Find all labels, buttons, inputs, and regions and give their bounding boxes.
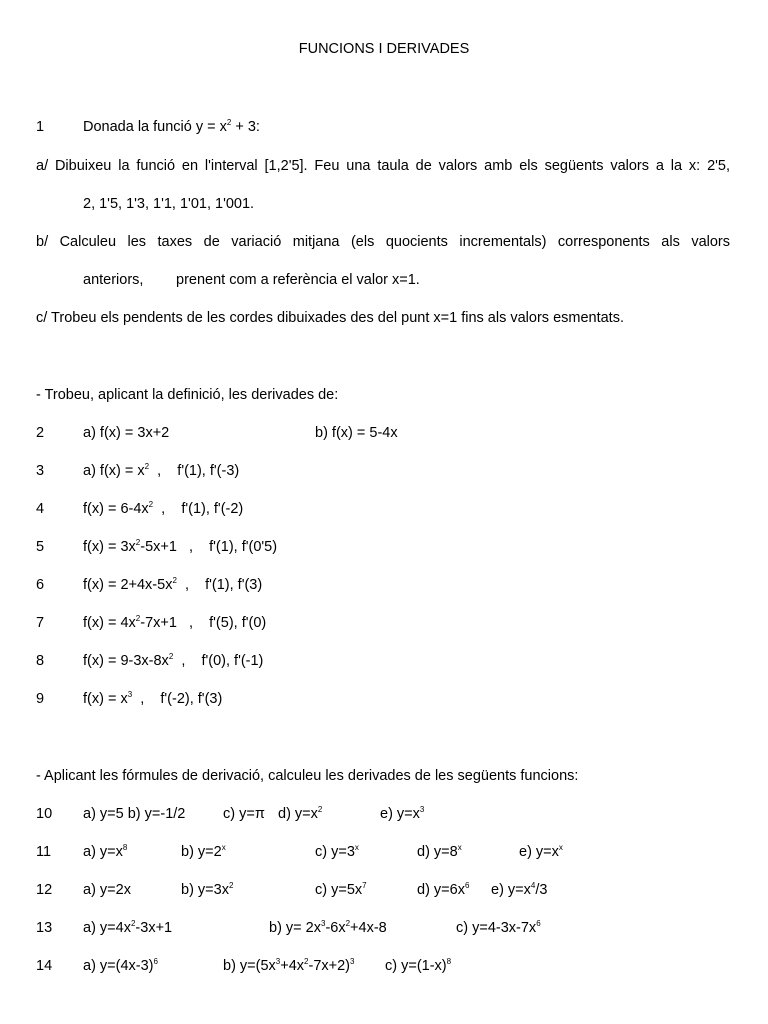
part-b-line-1: b/ Calculeu les taxes de variació mitjana (els quocients incrementals) corresponents als valors — [36, 234, 730, 250]
part-c-line: c/ Trobeu els pendents de les cordes dibuixades des del punt x=1 fins als valors esmentats. — [36, 310, 624, 326]
problem-10e: e) $y=x^3$ — [380, 805, 425, 822]
problem-number: 13 — [36, 920, 53, 936]
problem-number: 7 — [36, 615, 45, 631]
problem-number: 5 — [36, 539, 45, 555]
problem-13a: a) $y=4x^2-3x+1$ — [83, 919, 173, 936]
problem-10d: d) $y=x^2$ — [278, 805, 323, 822]
problem-11d: d) $y=8^x$ — [417, 843, 462, 860]
problem-number: 9 — [36, 691, 45, 707]
problem-number: 14 — [36, 958, 53, 974]
problem-12b: b) $y=3x^2$ — [181, 881, 234, 898]
problem-number: 12 — [36, 882, 53, 898]
problem-11e: e) $y=x^x$ — [519, 843, 563, 860]
problem-14c: c) $y=(1-x)^8$ — [385, 957, 452, 974]
problem-13c: c) $y=4-3x-7x^6$ — [456, 919, 541, 936]
problem-7: $f(x) = 4x^2-7x+1$ , f'(5), f'(0) — [83, 614, 267, 631]
problem-9: $f(x) = x^3$ , f'(-2), f'(3) — [83, 690, 223, 707]
problem-11b: b) $y=2^x$ — [181, 843, 226, 860]
problem-number: 2 — [36, 425, 45, 441]
problem-13b: b) $y= 2x^3-6x^2+4x-8$ — [269, 919, 387, 936]
problem-5: $f(x) = 3x^2-5x+1$ , f'(1), f'(0'5) — [83, 538, 278, 555]
problem-12c: c) $y=5x^7$ — [315, 881, 367, 898]
problem-14b: b) $y=(5x^3+4x^2-7x+2)^3$ — [223, 957, 355, 974]
part-b-line-2a: anteriors, — [83, 272, 144, 288]
problem-11a: a) $y=x^8$ — [83, 843, 128, 860]
problem-number: 6 — [36, 577, 45, 593]
part-a-line-1: a/ Dibuixeu la funció en l'interval [1,2'5]. Feu una taula de valors amb els següents valors a la x: 2'5, — [36, 158, 730, 174]
section-heading-definition: - Trobeu, aplicant la definició, les derivades de: — [36, 387, 339, 403]
problem-statement: Donada la funció $y = x^2 + 3$: — [83, 118, 260, 135]
part-b-line-2b: prenent com a referència el valor x=1. — [176, 272, 420, 288]
problem-6: $f(x) = 2+4x-5x^2$ , f'(1), f'(3) — [83, 576, 263, 593]
part-a-line-2: 2, 1'5, 1'3, 1'1, 1'01, 1'001. — [83, 196, 255, 212]
section-heading-formulas: - Aplicant les fórmules de derivació, calculeu les derivades de les següents funcions: — [36, 768, 579, 784]
problem-2b: b) f(x) = 5-4x — [315, 425, 398, 441]
problem-10ab: a) y=5 b) y=-1/2 — [83, 806, 186, 822]
page-title: FUNCIONS I DERIVADES — [298, 41, 470, 57]
problem-14a: a) $y=(4x-3)^6$ — [83, 957, 158, 974]
problem-12a: a) y=2x — [83, 882, 131, 898]
problem-number: 1 — [36, 119, 45, 135]
problem-number: 4 — [36, 501, 45, 517]
problem-11c: c) $y=3^x$ — [315, 843, 359, 860]
problem-3: a) $f(x) = x^2$ , f'(1), f'(-3) — [83, 462, 240, 479]
problem-12d: d) $y=6x^6$ — [417, 881, 470, 898]
problem-number: 10 — [36, 806, 53, 822]
problem-number: 8 — [36, 653, 45, 669]
problem-number: 11 — [36, 844, 52, 860]
problem-8: $f(x) = 9-3x-8x^2$ , f'(0), f'(-1) — [83, 652, 264, 669]
problem-2a: a) f(x) = 3x+2 — [83, 425, 170, 441]
problem-4: $f(x) = 6-4x^2$ , f'(1), f'(-2) — [83, 500, 244, 517]
problem-12e: e) $y=x^4/3$ — [491, 881, 548, 898]
problem-10c: c) y=π — [223, 806, 265, 822]
problem-number: 3 — [36, 463, 45, 479]
